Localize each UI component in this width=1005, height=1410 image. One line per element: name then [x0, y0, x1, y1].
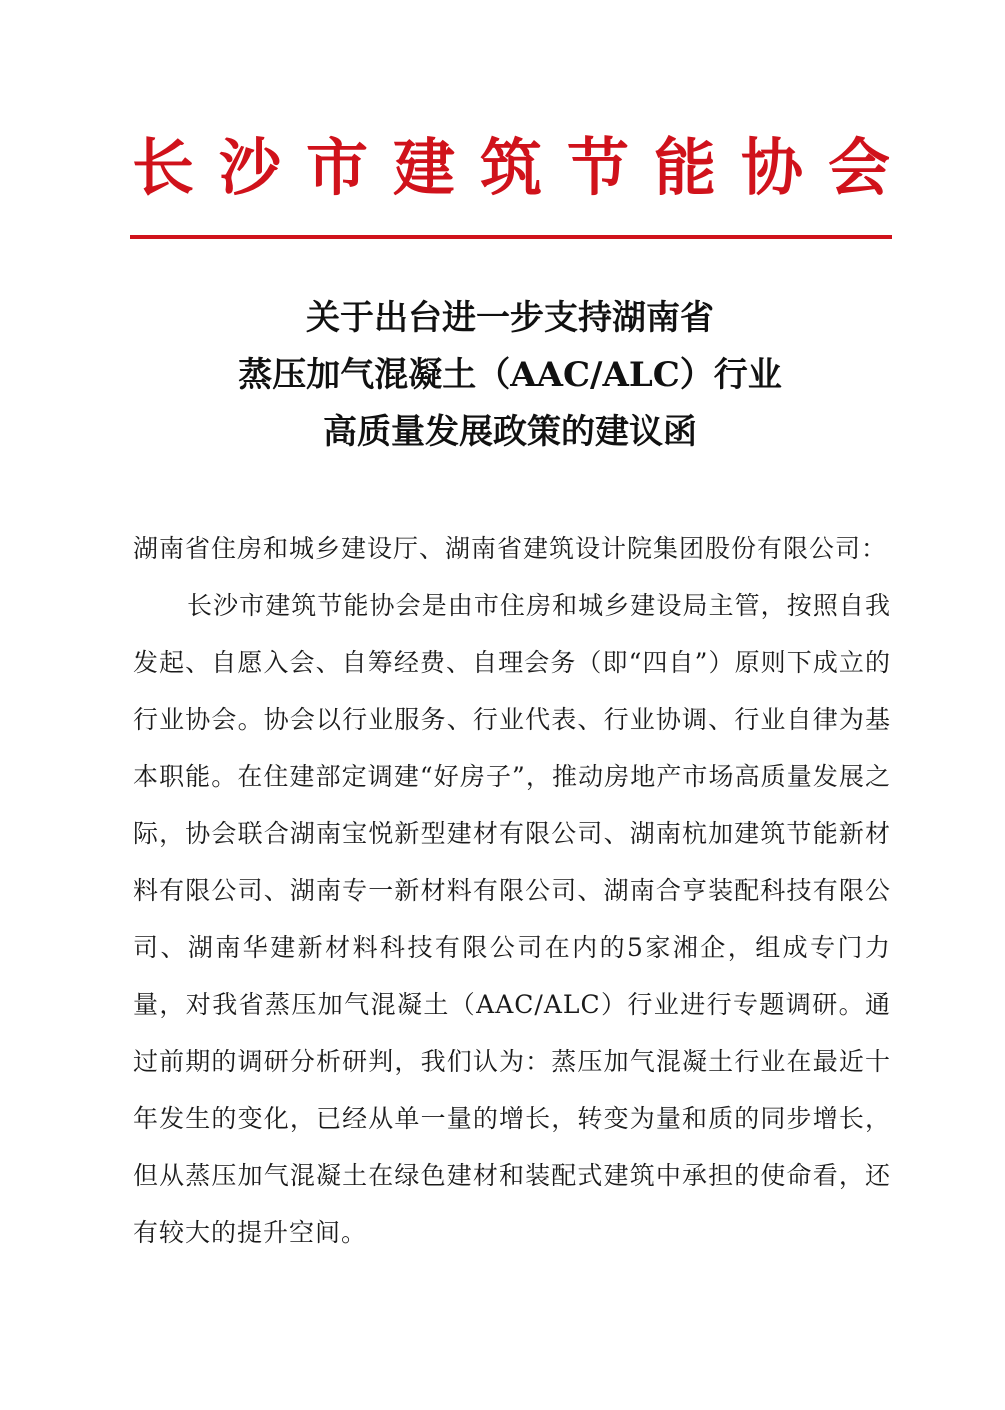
- letter-body: [133, 520, 891, 1261]
- document-title: [120, 290, 900, 461]
- organization-masthead: 长沙市建筑节能协会: [132, 131, 916, 204]
- title-line-3: 高质量发展政策的建议函: [323, 412, 697, 452]
- title-line-1: 关于出台进一步支持湖南省: [306, 298, 714, 338]
- red-divider-line: [130, 235, 892, 239]
- body-paragraph: 长沙市建筑节能协会是由市住房和城乡建设局主管，按照自我发起、自愿入会、自筹经费、自理会务（即“四自”）原则下成立的行业协会。协会以行业服务、行业代表、行业协调、行业自律为基本职能。在住建部定调建“好房子”，推动房地产市场高质量发展之际，协会联合湖南宝悦新型建材有限公司、湖南杭加建筑节能新材料有限公司、湖南专一新材料有限公司、湖南合亨装配科技有限公司、湖南华建新材料科技有限公司在内的5家湘企，组成专门力量，对我省蒸压加气混凝土（AAC/ALC）行业进行专题调研。通过前期的调研分析研判，我们认为：蒸压加气混凝土行业在最近十年发生的变化，已经从单一量的增长，转变为量和质的同步增长，但从蒸压加气混凝土在绿色建材和装配式建筑中承担的使命看，还有较大的提升空间。: [133, 591, 891, 1247]
- title-line-2: 蒸压加气混凝土（AAC/ALC）行业: [238, 355, 782, 395]
- salutation: 湖南省住房和城乡建设厅、湖南省建筑设计院集团股份有限公司：: [133, 534, 888, 563]
